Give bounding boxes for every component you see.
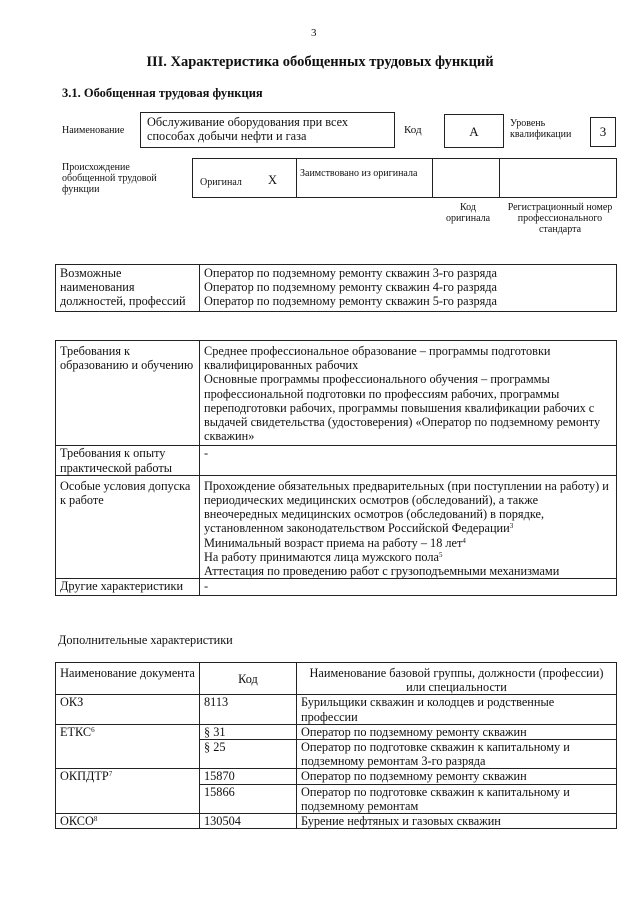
table-row [56, 695, 617, 724]
original-label: Оригинал [200, 177, 242, 188]
section-title: III. Характеристика обобщенных трудовых функций [146, 54, 494, 70]
page-number: 3 [311, 27, 317, 39]
experience-label: Требования к опыту практической работы [56, 446, 200, 475]
col-doc-header: Наименование документа [56, 663, 200, 695]
name-cell: Бурение нефтяных и газовых скважин [297, 814, 617, 829]
level-value-box [590, 117, 616, 147]
table-row [56, 724, 617, 739]
borrowed-label: Заимствовано из оригинала [300, 168, 418, 179]
code-value-box [444, 114, 504, 148]
name-cell: Оператор по подготовке скважин к капитальному и подземному ремонтам 3-го разряда [297, 740, 617, 769]
footnote-ref: 4 [462, 536, 466, 545]
additional-table [55, 662, 617, 829]
special-label: Особые условия допуска к работе [56, 475, 200, 578]
education-line: Среднее профессиональное образование – программы подготовки квалифицированных рабочих [204, 344, 551, 373]
code-cell: § 25 [200, 740, 297, 769]
original-mark: Х [268, 173, 278, 187]
doc-cell: ОКПДТР$^7$ [56, 769, 200, 814]
position-item: Оператор по подземному ремонту скважин 3-го разряда [204, 266, 497, 280]
reg-caption: Регистрационный номер профессионального стандарта [507, 202, 613, 235]
additional-title: Дополнительные характеристики [58, 633, 233, 647]
code-value: А [469, 124, 479, 139]
code-caption: Код оригинала [445, 202, 491, 224]
name-cell: Оператор по подземному ремонту скважин [297, 769, 617, 784]
doc-cell: ОКЗ [56, 695, 200, 724]
doc-cell: ЕТКС$^6$ [56, 724, 200, 769]
subsection-title: 3.1. Обобщенная трудовая функция [62, 86, 263, 100]
code-cell: 130504 [200, 814, 297, 829]
doc-cell: ОКСО$^8$ [56, 814, 200, 829]
special-value [200, 475, 617, 578]
requirements-table [55, 340, 617, 596]
positions-list [200, 265, 617, 312]
position-item: Оператор по подземному ремонту скважин 5-го разряда [204, 294, 497, 309]
position-item: Оператор по подземному ремонту скважин 4-го разряда [204, 280, 497, 295]
name-label: Наименование [62, 125, 125, 136]
special-line: Прохождение обязательных предварительных (при поступлении на работу) и периодических медицинских осмотров (обследований), а также внеочередных медицинских осмотров (обследований) в порядке, установленном законодательством Российской Федерации$^3$ [204, 478, 609, 536]
special-line: Аттестация по проведению работ с грузоподъемными механизмами [204, 564, 560, 579]
table-row [56, 814, 617, 829]
name-cell: Оператор по подготовке скважин к капитальному и подземному ремонтам [297, 784, 617, 813]
positions-table [55, 264, 617, 312]
origin-label: Происхождение обобщенной трудовой функции [62, 162, 157, 195]
footnote-ref: 8 [93, 815, 98, 824]
special-line: Минимальный возраст приема на работу – 18 лет$^4$ [204, 535, 466, 550]
level-label: Уровень квалификации [510, 118, 572, 140]
col-name-header: Наименование базовой группы, должности (профессии) или специальности [297, 663, 617, 695]
name-cell: Бурильщики скважин и колодцев и родственные профессии [297, 695, 617, 724]
name-value: Обслуживание оборудования при всех способах добычи нефти и газа [147, 115, 349, 144]
footnote-ref: 5 [439, 550, 443, 559]
experience-value: - [200, 446, 617, 475]
code-cell: 8113 [200, 695, 297, 724]
education-label: Требования к образованию и обучению [56, 341, 200, 446]
code-label: Код [404, 124, 422, 136]
special-line: На работу принимаются лица мужского пола$^5$ [204, 549, 443, 564]
footnote-ref: 7 [108, 770, 113, 779]
name-cell: Оператор по подземному ремонту скважин [297, 724, 617, 739]
level-value: 3 [599, 124, 607, 139]
education-value [200, 341, 617, 446]
table-row [56, 769, 617, 784]
footnote-ref: 6 [91, 725, 95, 734]
other-value: - [200, 579, 617, 596]
code-cell: 15870 [200, 769, 297, 784]
name-value-box [140, 112, 395, 148]
code-cell: 15866 [200, 784, 297, 813]
code-cell: § 31 [200, 724, 297, 739]
other-label: Другие характеристики [56, 579, 200, 596]
education-line: Основные программы профессионального обучения – программы профессиональной подготовки по профессиям рабочих, программы переподготовки рабочих, программы повышения квалификации рабочих с выдачей свидетельства (удостоверения) «Оператор по подземному ремонту скважин» [204, 372, 601, 444]
footnote-ref: 3 [509, 522, 514, 531]
positions-label: Возможные наименования должностей, профессий [56, 265, 200, 312]
col-code-header: Код [200, 663, 297, 695]
